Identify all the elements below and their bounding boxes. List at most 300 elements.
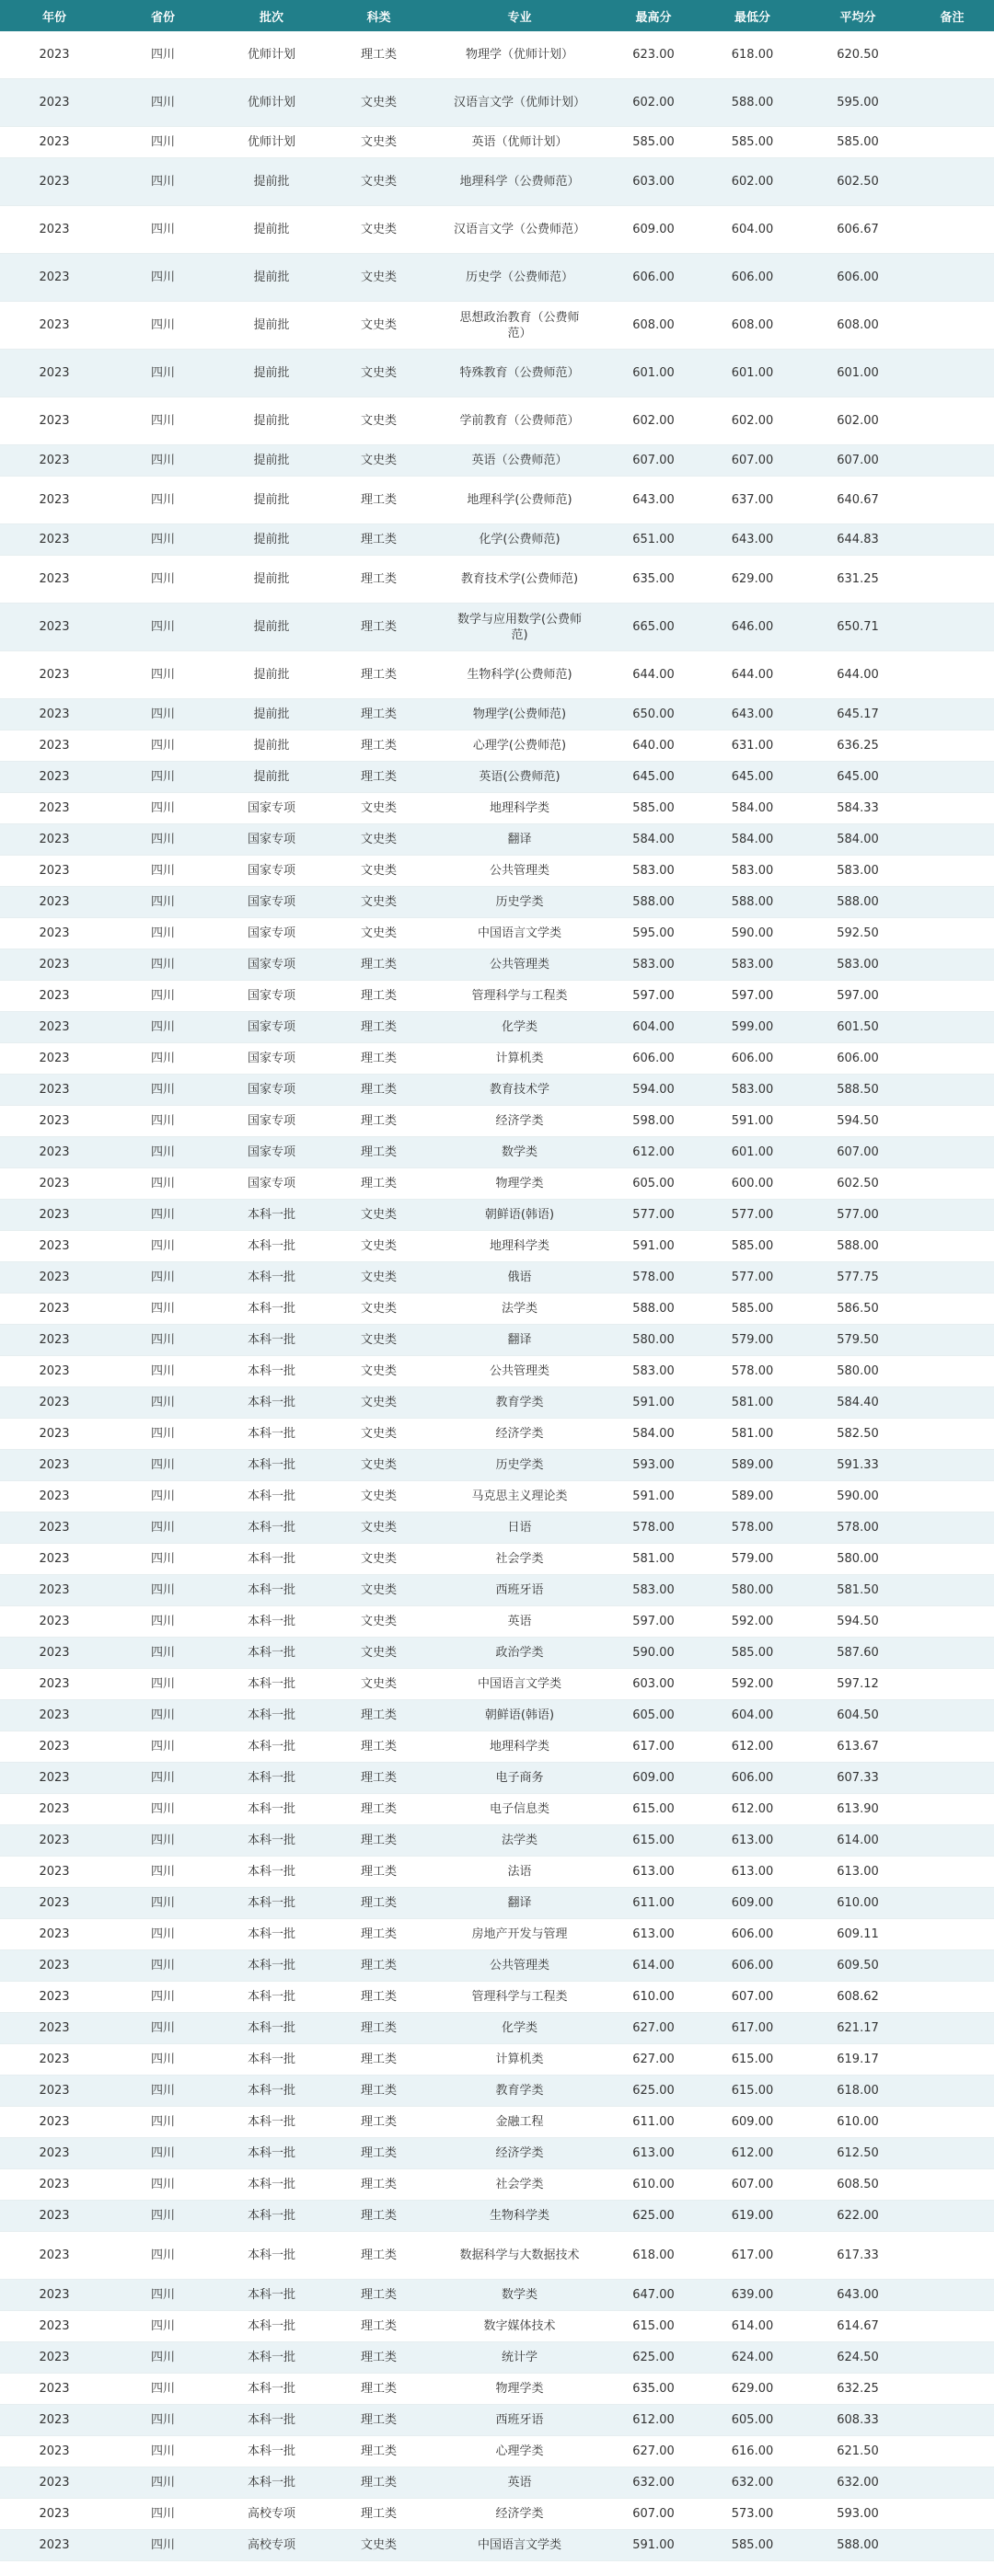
cell-province: 四川 <box>109 1075 217 1106</box>
cell-province: 四川 <box>109 949 217 981</box>
cell-avg-score: 650.71 <box>805 604 910 651</box>
cell-year: 2023 <box>0 445 109 477</box>
cell-province: 四川 <box>109 2311 217 2342</box>
table-row <box>0 949 994 981</box>
cell-year: 2023 <box>0 1731 109 1763</box>
cell-max-score: 610.00 <box>607 1982 699 2013</box>
column-header-remark: 备注 <box>910 0 994 31</box>
cell-remark <box>910 699 994 730</box>
cell-category: 理工类 <box>326 1731 432 1763</box>
table-row <box>0 1888 994 1919</box>
cell-category: 文史类 <box>326 1512 432 1544</box>
cell-year: 2023 <box>0 477 109 524</box>
cell-remark <box>910 445 994 477</box>
cell-category: 文史类 <box>326 397 432 445</box>
cell-province: 四川 <box>109 556 217 604</box>
cell-province: 四川 <box>109 158 217 206</box>
cell-province: 四川 <box>109 1106 217 1137</box>
cell-max-score: 580.00 <box>607 1325 699 1356</box>
cell-min-score: 617.00 <box>699 2232 805 2280</box>
cell-major: 物理学类 <box>432 2374 607 2405</box>
cell-max-score: 635.00 <box>607 2374 699 2405</box>
cell-category: 理工类 <box>326 2013 432 2044</box>
cell-min-score: 584.00 <box>699 824 805 856</box>
cell-max-score: 607.00 <box>607 2499 699 2530</box>
cell-category: 理工类 <box>326 699 432 730</box>
cell-year: 2023 <box>0 158 109 206</box>
cell-major: 心理学类 <box>432 2436 607 2467</box>
cell-remark <box>910 1106 994 1137</box>
cell-max-score: 627.00 <box>607 2436 699 2467</box>
cell-batch: 国家专项 <box>217 949 326 981</box>
cell-avg-score: 614.00 <box>805 1825 910 1857</box>
cell-max-score: 606.00 <box>607 254 699 302</box>
cell-max-score: 603.00 <box>607 1669 699 1700</box>
column-header-year: 年份 <box>0 0 109 31</box>
cell-province: 四川 <box>109 1794 217 1825</box>
cell-min-score: 612.00 <box>699 1794 805 1825</box>
cell-min-score: 581.00 <box>699 1419 805 1450</box>
cell-max-score: 613.00 <box>607 2138 699 2169</box>
cell-remark <box>910 2467 994 2499</box>
cell-avg-score: 594.50 <box>805 1106 910 1137</box>
cell-major: 心理学(公费师范) <box>432 730 607 762</box>
cell-category: 文史类 <box>326 1638 432 1669</box>
table-row <box>0 1106 994 1137</box>
table-row <box>0 2280 994 2311</box>
cell-year: 2023 <box>0 524 109 556</box>
cell-remark <box>910 2107 994 2138</box>
cell-batch: 本科一批 <box>217 1700 326 1731</box>
cell-year: 2023 <box>0 651 109 699</box>
cell-major: 管理科学与工程类 <box>432 981 607 1012</box>
cell-province: 四川 <box>109 2076 217 2107</box>
cell-avg-score: 640.67 <box>805 477 910 524</box>
cell-batch: 国家专项 <box>217 856 326 887</box>
cell-avg-score: 588.50 <box>805 1075 910 1106</box>
cell-avg-score: 608.00 <box>805 302 910 350</box>
cell-province: 四川 <box>109 127 217 158</box>
cell-min-score: 584.00 <box>699 793 805 824</box>
cell-year: 2023 <box>0 1544 109 1575</box>
cell-min-score: 606.00 <box>699 254 805 302</box>
cell-category: 理工类 <box>326 2169 432 2201</box>
cell-batch: 本科一批 <box>217 1231 326 1262</box>
cell-major: 数字媒体技术 <box>432 2311 607 2342</box>
table-row <box>0 1231 994 1262</box>
cell-province: 四川 <box>109 1387 217 1419</box>
table-row <box>0 302 994 350</box>
cell-batch: 本科一批 <box>217 2311 326 2342</box>
cell-year: 2023 <box>0 1450 109 1481</box>
cell-year: 2023 <box>0 1262 109 1294</box>
column-header-avg-score: 平均分 <box>805 0 910 31</box>
cell-batch: 国家专项 <box>217 824 326 856</box>
cell-avg-score: 583.00 <box>805 856 910 887</box>
table-row <box>0 1481 994 1512</box>
cell-batch: 提前批 <box>217 254 326 302</box>
column-header-min-score: 最低分 <box>699 0 805 31</box>
cell-max-score: 625.00 <box>607 2201 699 2232</box>
cell-batch: 本科一批 <box>217 2169 326 2201</box>
cell-max-score: 614.00 <box>607 1950 699 1982</box>
cell-remark <box>910 1450 994 1481</box>
cell-avg-score: 644.00 <box>805 651 910 699</box>
cell-batch: 本科一批 <box>217 2107 326 2138</box>
cell-max-score: 590.00 <box>607 1638 699 1669</box>
cell-min-score: 615.00 <box>699 2044 805 2076</box>
cell-category: 文史类 <box>326 1419 432 1450</box>
table-row <box>0 1294 994 1325</box>
cell-avg-score: 636.25 <box>805 730 910 762</box>
cell-avg-score: 582.50 <box>805 1419 910 1450</box>
cell-avg-score: 602.50 <box>805 1168 910 1200</box>
cell-remark <box>910 2044 994 2076</box>
cell-batch: 提前批 <box>217 206 326 254</box>
cell-avg-score: 604.50 <box>805 1700 910 1731</box>
cell-max-score: 611.00 <box>607 2107 699 2138</box>
cell-min-score: 614.00 <box>699 2311 805 2342</box>
cell-min-score: 624.00 <box>699 2342 805 2374</box>
cell-year: 2023 <box>0 824 109 856</box>
cell-min-score: 616.00 <box>699 2436 805 2467</box>
cell-max-score: 605.00 <box>607 1168 699 1200</box>
cell-category: 理工类 <box>326 2374 432 2405</box>
cell-year: 2023 <box>0 1606 109 1638</box>
cell-province: 四川 <box>109 699 217 730</box>
cell-major: 中国语言文学类 <box>432 918 607 949</box>
cell-year: 2023 <box>0 2436 109 2467</box>
cell-avg-score: 608.33 <box>805 2405 910 2436</box>
cell-remark <box>910 1356 994 1387</box>
table-row <box>0 1575 994 1606</box>
column-header-major: 专业 <box>432 0 607 31</box>
cell-max-score: 588.00 <box>607 887 699 918</box>
cell-category: 理工类 <box>326 1763 432 1794</box>
cell-avg-score: 613.90 <box>805 1794 910 1825</box>
cell-remark <box>910 887 994 918</box>
cell-batch: 本科一批 <box>217 1544 326 1575</box>
cell-major: 公共管理类 <box>432 949 607 981</box>
cell-province: 四川 <box>109 1731 217 1763</box>
cell-min-score: 583.00 <box>699 856 805 887</box>
cell-province: 四川 <box>109 31 217 79</box>
cell-batch: 提前批 <box>217 158 326 206</box>
cell-avg-score: 597.00 <box>805 981 910 1012</box>
cell-year: 2023 <box>0 2405 109 2436</box>
cell-province: 四川 <box>109 793 217 824</box>
cell-province: 四川 <box>109 1638 217 1669</box>
cell-major: 公共管理类 <box>432 1950 607 1982</box>
cell-avg-score: 584.00 <box>805 824 910 856</box>
cell-remark <box>910 2436 994 2467</box>
cell-batch: 本科一批 <box>217 1450 326 1481</box>
cell-min-score: 585.00 <box>699 1231 805 1262</box>
cell-category: 文史类 <box>326 1325 432 1356</box>
cell-remark <box>910 762 994 793</box>
cell-avg-score: 587.60 <box>805 1638 910 1669</box>
table-row <box>0 2405 994 2436</box>
table-row <box>0 1982 994 2013</box>
cell-remark <box>910 1950 994 1982</box>
cell-min-score: 618.00 <box>699 31 805 79</box>
cell-remark <box>910 1262 994 1294</box>
cell-year: 2023 <box>0 1012 109 1043</box>
cell-province: 四川 <box>109 1825 217 1857</box>
cell-province: 四川 <box>109 1669 217 1700</box>
cell-batch: 本科一批 <box>217 2138 326 2169</box>
table-row <box>0 2499 994 2530</box>
cell-min-score: 608.00 <box>699 302 805 350</box>
cell-year: 2023 <box>0 2013 109 2044</box>
cell-category: 理工类 <box>326 1012 432 1043</box>
cell-min-score: 617.00 <box>699 2013 805 2044</box>
cell-year: 2023 <box>0 2311 109 2342</box>
cell-category: 理工类 <box>326 1075 432 1106</box>
cell-batch: 提前批 <box>217 762 326 793</box>
cell-batch: 本科一批 <box>217 2013 326 2044</box>
cell-year: 2023 <box>0 1669 109 1700</box>
cell-major: 汉语言文学（公费师范） <box>432 206 607 254</box>
cell-category: 理工类 <box>326 2405 432 2436</box>
cell-batch: 高校专项 <box>217 2530 326 2561</box>
cell-avg-score: 644.83 <box>805 524 910 556</box>
cell-major: 马克思主义理论类 <box>432 1481 607 1512</box>
cell-avg-score: 618.00 <box>805 2076 910 2107</box>
cell-avg-score: 613.67 <box>805 1731 910 1763</box>
cell-max-score: 581.00 <box>607 1544 699 1575</box>
cell-year: 2023 <box>0 1231 109 1262</box>
cell-batch: 提前批 <box>217 350 326 397</box>
cell-max-score: 601.00 <box>607 350 699 397</box>
cell-remark <box>910 1137 994 1168</box>
cell-remark <box>910 1544 994 1575</box>
cell-max-score: 627.00 <box>607 2013 699 2044</box>
cell-remark <box>910 1982 994 2013</box>
cell-batch: 本科一批 <box>217 1825 326 1857</box>
cell-min-score: 606.00 <box>699 1919 805 1950</box>
cell-year: 2023 <box>0 918 109 949</box>
cell-max-score: 608.00 <box>607 302 699 350</box>
cell-remark <box>910 350 994 397</box>
cell-avg-score: 580.00 <box>805 1544 910 1575</box>
cell-remark <box>910 254 994 302</box>
cell-avg-score: 592.50 <box>805 918 910 949</box>
cell-avg-score: 609.11 <box>805 1919 910 1950</box>
cell-major: 地理科学类 <box>432 1731 607 1763</box>
cell-max-score: 584.00 <box>607 1419 699 1450</box>
cell-major: 计算机类 <box>432 2044 607 2076</box>
cell-province: 四川 <box>109 302 217 350</box>
cell-min-score: 632.00 <box>699 2467 805 2499</box>
table-row <box>0 1262 994 1294</box>
cell-category: 文史类 <box>326 127 432 158</box>
cell-major: 特殊教育（公费师范） <box>432 350 607 397</box>
cell-avg-score: 586.50 <box>805 1294 910 1325</box>
cell-batch: 本科一批 <box>217 1387 326 1419</box>
table-row <box>0 793 994 824</box>
cell-year: 2023 <box>0 127 109 158</box>
cell-year: 2023 <box>0 1638 109 1669</box>
cell-batch: 本科一批 <box>217 1794 326 1825</box>
cell-category: 文史类 <box>326 1200 432 1231</box>
cell-major: 经济学类 <box>432 2499 607 2530</box>
cell-batch: 提前批 <box>217 730 326 762</box>
cell-remark <box>910 918 994 949</box>
cell-batch: 国家专项 <box>217 1106 326 1137</box>
cell-category: 文史类 <box>326 918 432 949</box>
cell-year: 2023 <box>0 1825 109 1857</box>
cell-province: 四川 <box>109 1857 217 1888</box>
cell-avg-score: 581.50 <box>805 1575 910 1606</box>
cell-province: 四川 <box>109 1450 217 1481</box>
cell-year: 2023 <box>0 1919 109 1950</box>
cell-province: 四川 <box>109 604 217 651</box>
cell-avg-score: 597.12 <box>805 1669 910 1700</box>
table-row <box>0 1700 994 1731</box>
table-row <box>0 2311 994 2342</box>
cell-province: 四川 <box>109 1763 217 1794</box>
cell-avg-score: 645.17 <box>805 699 910 730</box>
cell-remark <box>910 1575 994 1606</box>
cell-max-score: 585.00 <box>607 127 699 158</box>
cell-major: 地理科学类 <box>432 1231 607 1262</box>
cell-year: 2023 <box>0 2467 109 2499</box>
cell-avg-score: 602.00 <box>805 397 910 445</box>
table-row <box>0 604 994 651</box>
cell-batch: 提前批 <box>217 445 326 477</box>
cell-year: 2023 <box>0 1419 109 1450</box>
cell-batch: 本科一批 <box>217 1857 326 1888</box>
cell-category: 理工类 <box>326 2342 432 2374</box>
table-row <box>0 254 994 302</box>
cell-year: 2023 <box>0 699 109 730</box>
cell-remark <box>910 1512 994 1544</box>
cell-min-score: 643.00 <box>699 524 805 556</box>
table-row <box>0 981 994 1012</box>
cell-remark <box>910 79 994 127</box>
cell-avg-score: 588.00 <box>805 1231 910 1262</box>
table-row <box>0 397 994 445</box>
cell-province: 四川 <box>109 1325 217 1356</box>
cell-major: 经济学类 <box>432 1106 607 1137</box>
table-row <box>0 2201 994 2232</box>
table-row <box>0 2107 994 2138</box>
cell-max-score: 615.00 <box>607 1794 699 1825</box>
cell-category: 理工类 <box>326 762 432 793</box>
cell-min-score: 599.00 <box>699 1012 805 1043</box>
cell-max-score: 577.00 <box>607 1200 699 1231</box>
cell-province: 四川 <box>109 824 217 856</box>
cell-year: 2023 <box>0 1325 109 1356</box>
cell-year: 2023 <box>0 2280 109 2311</box>
cell-year: 2023 <box>0 1512 109 1544</box>
table-row <box>0 1168 994 1200</box>
cell-max-score: 650.00 <box>607 699 699 730</box>
cell-max-score: 593.00 <box>607 1450 699 1481</box>
cell-major: 地理科学(公费师范) <box>432 477 607 524</box>
cell-remark <box>910 2169 994 2201</box>
cell-avg-score: 606.00 <box>805 254 910 302</box>
cell-batch: 本科一批 <box>217 2436 326 2467</box>
cell-major: 电子信息类 <box>432 1794 607 1825</box>
cell-max-score: 644.00 <box>607 651 699 699</box>
cell-remark <box>910 1075 994 1106</box>
cell-province: 四川 <box>109 1982 217 2013</box>
cell-max-score: 583.00 <box>607 1356 699 1387</box>
table-row <box>0 651 994 699</box>
cell-province: 四川 <box>109 350 217 397</box>
cell-batch: 本科一批 <box>217 1763 326 1794</box>
cell-remark <box>910 1888 994 1919</box>
cell-avg-score: 620.50 <box>805 31 910 79</box>
cell-remark <box>910 1325 994 1356</box>
cell-min-score: 612.00 <box>699 2138 805 2169</box>
cell-major: 法学类 <box>432 1825 607 1857</box>
table-row <box>0 1137 994 1168</box>
cell-remark <box>910 2342 994 2374</box>
cell-avg-score: 607.00 <box>805 1137 910 1168</box>
cell-major: 化学类 <box>432 1012 607 1043</box>
cell-province: 四川 <box>109 1544 217 1575</box>
cell-year: 2023 <box>0 2499 109 2530</box>
cell-year: 2023 <box>0 206 109 254</box>
cell-max-score: 607.00 <box>607 445 699 477</box>
cell-province: 四川 <box>109 2138 217 2169</box>
cell-remark <box>910 2232 994 2280</box>
cell-batch: 国家专项 <box>217 1168 326 1200</box>
cell-batch: 本科一批 <box>217 2280 326 2311</box>
cell-province: 四川 <box>109 2232 217 2280</box>
cell-category: 文史类 <box>326 1481 432 1512</box>
cell-min-score: 605.00 <box>699 2405 805 2436</box>
cell-major: 社会学类 <box>432 1544 607 1575</box>
cell-category: 理工类 <box>326 604 432 651</box>
cell-category: 文史类 <box>326 158 432 206</box>
cell-avg-score: 643.00 <box>805 2280 910 2311</box>
cell-remark <box>910 1731 994 1763</box>
cell-major: 历史学类 <box>432 1450 607 1481</box>
cell-year: 2023 <box>0 397 109 445</box>
cell-year: 2023 <box>0 1294 109 1325</box>
cell-province: 四川 <box>109 1356 217 1387</box>
cell-remark <box>910 2499 994 2530</box>
cell-category: 文史类 <box>326 350 432 397</box>
cell-avg-score: 612.50 <box>805 2138 910 2169</box>
cell-major: 经济学类 <box>432 1419 607 1450</box>
cell-category: 理工类 <box>326 2138 432 2169</box>
cell-year: 2023 <box>0 1763 109 1794</box>
cell-category: 理工类 <box>326 1700 432 1731</box>
cell-province: 四川 <box>109 1481 217 1512</box>
cell-year: 2023 <box>0 1043 109 1075</box>
cell-category: 理工类 <box>326 477 432 524</box>
cell-batch: 国家专项 <box>217 981 326 1012</box>
cell-batch: 本科一批 <box>217 1575 326 1606</box>
cell-avg-score: 632.00 <box>805 2467 910 2499</box>
cell-year: 2023 <box>0 2232 109 2280</box>
cell-year: 2023 <box>0 350 109 397</box>
cell-major: 教育学类 <box>432 1387 607 1419</box>
cell-category: 理工类 <box>326 1794 432 1825</box>
cell-province: 四川 <box>109 206 217 254</box>
cell-category: 理工类 <box>326 2280 432 2311</box>
cell-max-score: 583.00 <box>607 856 699 887</box>
cell-major: 数据科学与大数据技术 <box>432 2232 607 2280</box>
cell-category: 文史类 <box>326 887 432 918</box>
cell-remark <box>910 556 994 604</box>
cell-max-score: 597.00 <box>607 1606 699 1638</box>
